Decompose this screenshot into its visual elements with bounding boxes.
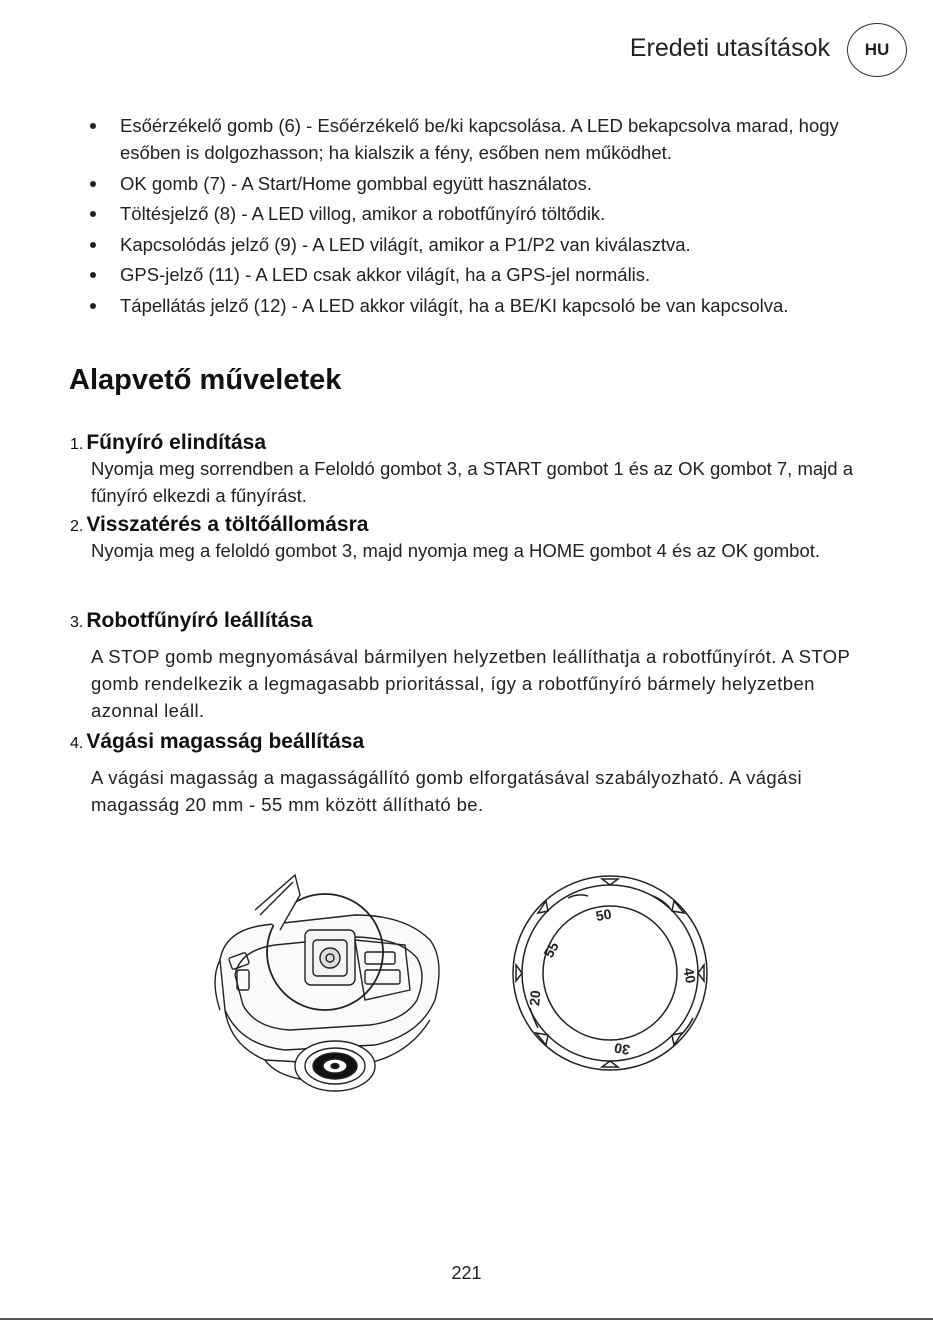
list-item: Esőérzékelő gomb (6) - Esőérzékelő be/ki kapcsolása. A LED bekapcsolva marad, hogy esőben is dolgozhasson; ha kialszik a fény, esőben nem működhet. (88, 112, 903, 166)
header-title: Eredeti utasítások (629, 34, 830, 62)
step-title-text: Vágási magasság beállítása (86, 730, 365, 753)
step-number: 1. (70, 436, 84, 453)
list-item: Kapcsolódás jelző (9) - A LED világít, amikor a P1/P2 van kiválasztva. (88, 231, 903, 258)
step-title-text: Robotfűnyíró leállítása (86, 609, 313, 632)
list-item: GPS-jelző (11) - A LED csak akkor világít, ha a GPS-jel normális. (88, 261, 903, 288)
step-title (70, 513, 885, 537)
indicator-list (88, 112, 903, 322)
language-badge: HU (847, 23, 907, 77)
dial-label: 20 (526, 989, 544, 1007)
step-title (70, 431, 885, 455)
step-number: 4. (70, 735, 84, 752)
step-2 (70, 513, 885, 564)
step-3 (70, 609, 885, 724)
dial-label: 50 (594, 905, 613, 925)
step-number: 3. (70, 614, 84, 631)
step-title-text: Visszatérés a töltőállomásra (86, 513, 369, 536)
step-title (70, 730, 885, 754)
step-4 (70, 730, 885, 818)
height-dial-illustration (508, 868, 713, 1078)
dial-label: 30 (612, 1039, 632, 1059)
step-body: A STOP gomb megnyomásával bármilyen helyzetben leállíthatja a robotfűnyírót. A STOP gomb rendelkezik a legmagasabb prioritással, így a robotfűnyíró bármely helyzetben azonnal leáll. (91, 646, 850, 721)
list-item: Tápellátás jelző (12) - A LED akkor világít, ha a BE/KI kapcsoló be van kapcsolva. (88, 292, 903, 319)
section-heading: Alapvető műveletek (69, 364, 342, 396)
list-item: OK gomb (7) - A Start/Home gombbal együtt használatos. (88, 170, 903, 197)
dial-label: 55 (540, 938, 562, 961)
step-title-text: Fűnyíró elindítása (86, 431, 267, 454)
step-title (70, 609, 885, 633)
step-body: Nyomja meg a feloldó gombot 3, majd nyomja meg a HOME gombot 4 és az OK gombot. (91, 540, 821, 561)
step-1 (70, 431, 885, 509)
step-body: Nyomja meg sorrendben a Feloldó gombot 3, a START gombot 1 és az OK gombot 7, majd a fűnyíró elkezdi a fűnyírást. (91, 458, 853, 506)
bottom-rule (0, 1318, 933, 1320)
step-body: A vágási magasság a magasságállító gomb elforgatásával szabályozható. A vágási magasság 20 mm - 55 mm között állítható be. (91, 767, 802, 815)
robot-mower-illustration (205, 870, 455, 1100)
dial-label: 40 (680, 966, 700, 985)
list-item: Töltésjelző (8) - A LED villog, amikor a robotfűnyíró töltődik. (88, 200, 903, 227)
step-number: 2. (70, 518, 84, 535)
page-number: 221 (451, 1263, 482, 1283)
